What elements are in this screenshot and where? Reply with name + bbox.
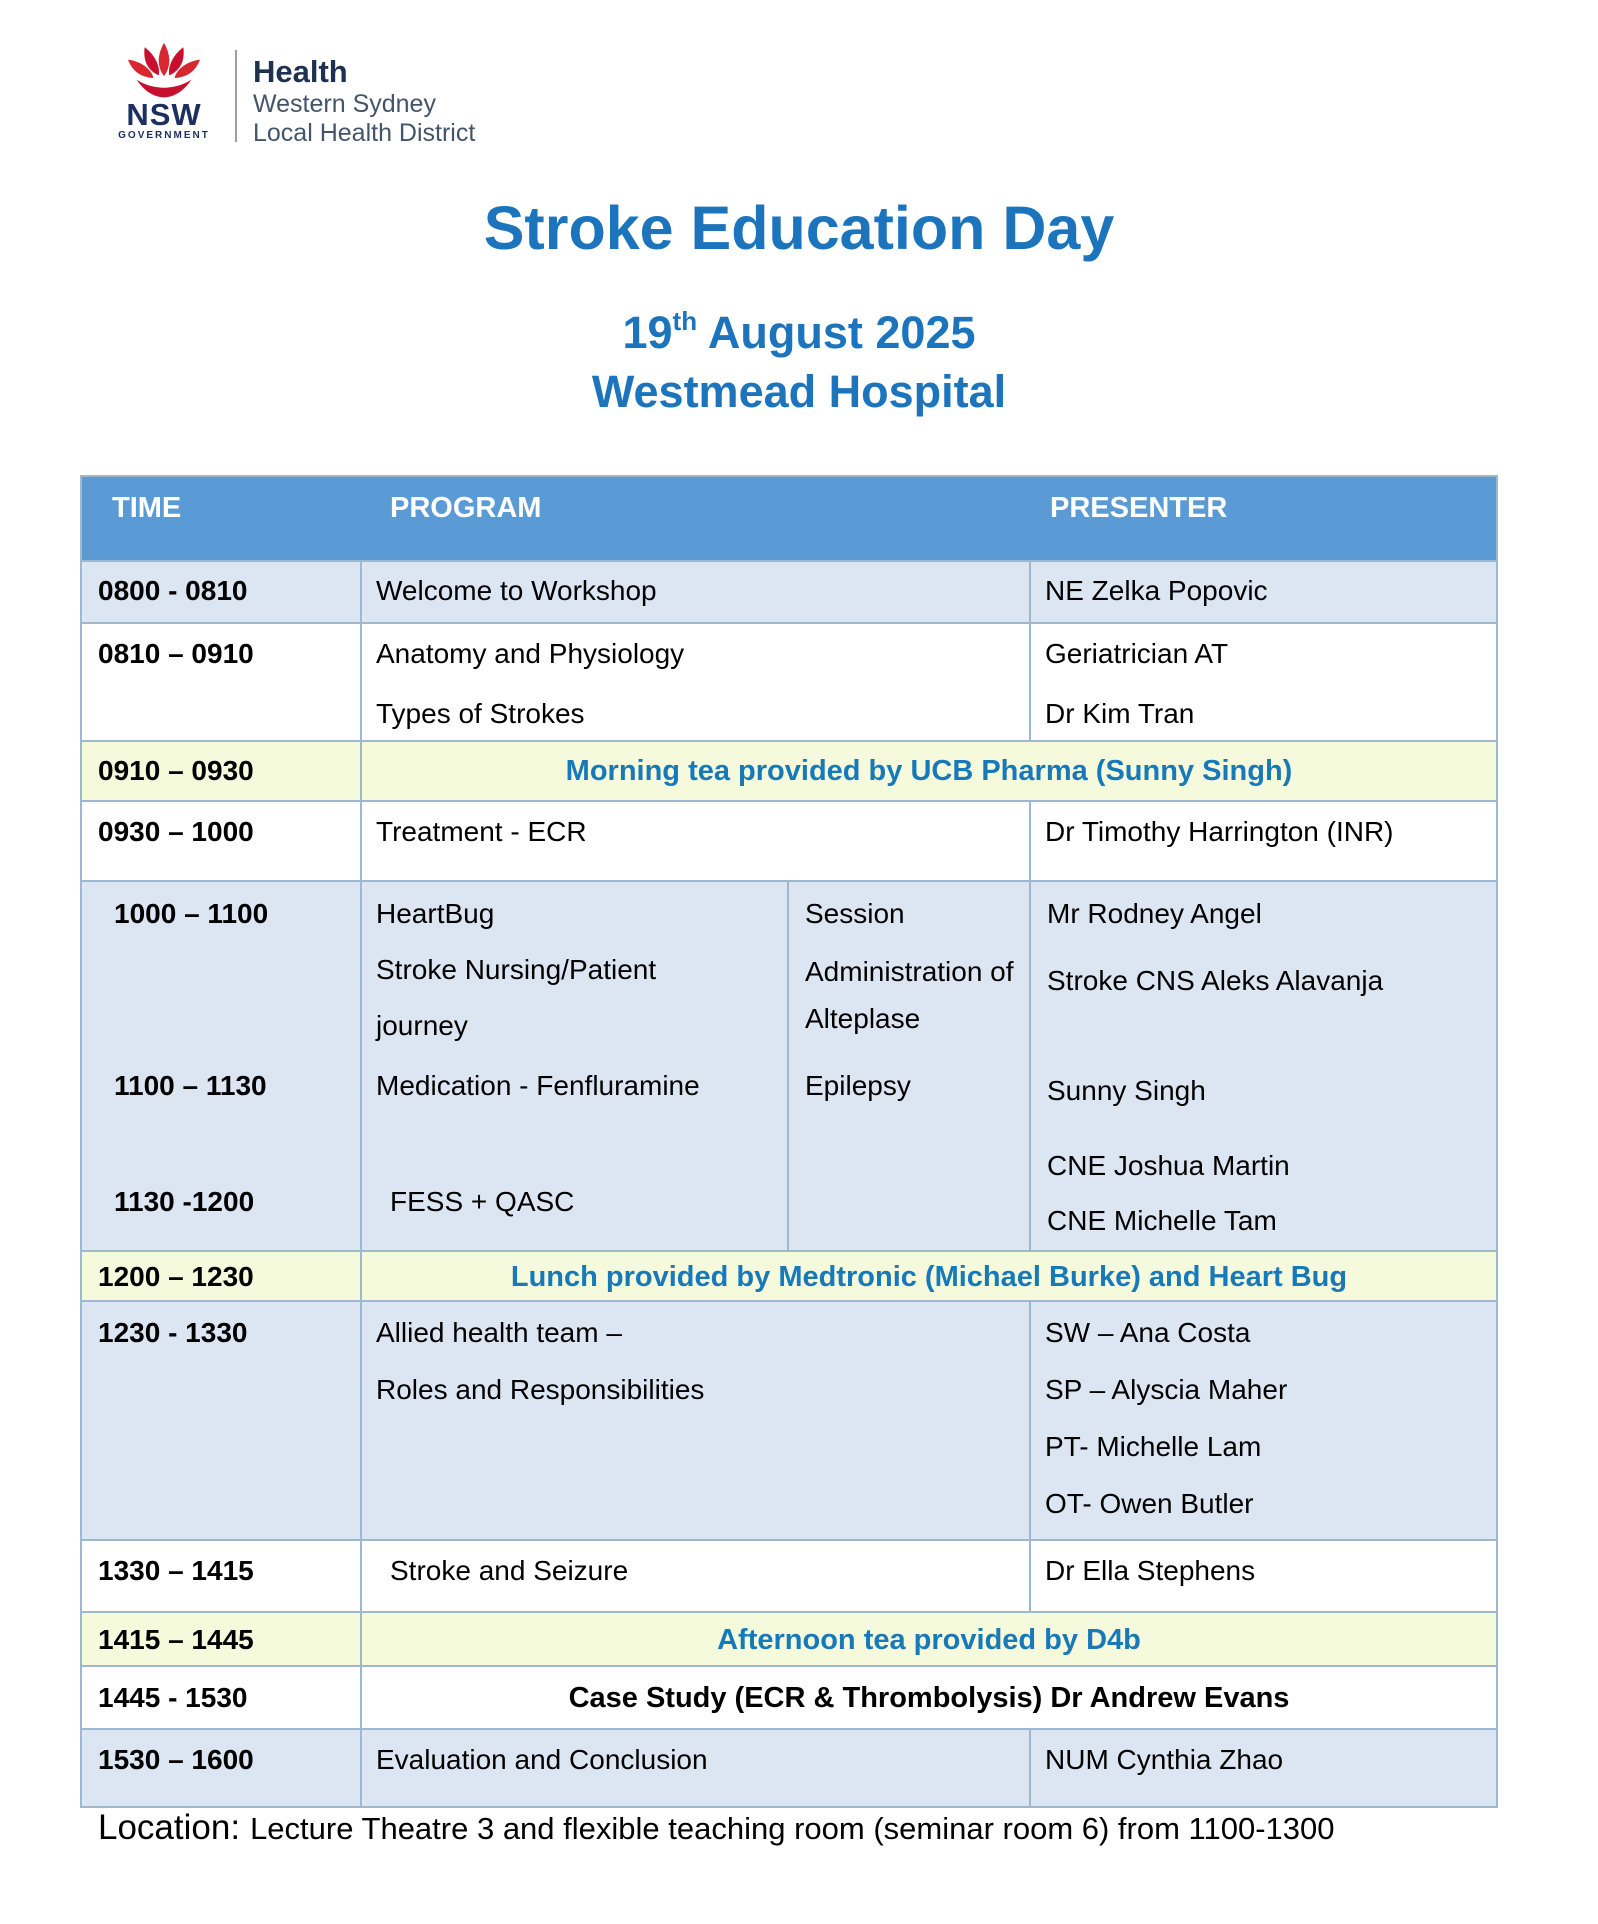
table-row-break — [82, 1611, 1496, 1665]
time-cell: 1330 – 1415 — [98, 1555, 254, 1586]
time-cell: 1200 – 1230 — [98, 1261, 254, 1292]
table-row-sessions — [82, 880, 1496, 1250]
logo-divider — [235, 50, 237, 142]
nsw-government-logo — [105, 42, 223, 148]
program-subcolumn-cell: Session Administration of Alteplase Epilepsy — [787, 882, 1029, 1250]
program-cell: Treatment - ECR — [376, 816, 587, 847]
schedule-table — [80, 475, 1498, 1808]
table-row — [82, 1728, 1496, 1806]
column-header-time: TIME — [112, 492, 182, 524]
break-label: Afternoon tea provided by D4b — [717, 1624, 1141, 1656]
table-header-row — [82, 477, 1496, 560]
table-row — [82, 1300, 1496, 1539]
presenter-cell: NE Zelka Popovic — [1045, 575, 1268, 606]
health-wordmark: Health — [253, 54, 348, 89]
location-value: Lecture Theatre 3 and flexible teaching room (seminar room 6) from 1100-1300 — [250, 1811, 1335, 1846]
table-row — [82, 560, 1496, 622]
presenter-cell: NUM Cynthia Zhao — [1045, 1744, 1284, 1775]
program-cell: Evaluation and Conclusion — [376, 1744, 708, 1775]
time-cell: 0930 – 1000 — [98, 816, 254, 847]
table-row — [82, 800, 1496, 880]
presenter-cell: Geriatrician AT Dr Kim Tran — [1045, 638, 1229, 729]
case-study-label: Case Study (ECR & Thrombolysis) Dr Andrew Evans — [568, 1682, 1290, 1714]
time-cell: 1415 – 1445 — [98, 1624, 254, 1655]
program-cell: HeartBug Stroke Nursing/Patient journey Medication - Fenfluramine FESS + QASC — [360, 882, 787, 1250]
table-row-break — [82, 740, 1496, 800]
nsw-health-logo — [105, 42, 475, 148]
location-label: Location: — [98, 1808, 241, 1847]
presenter-cell: Dr Timothy Harrington (INR) — [1045, 816, 1394, 847]
page-title: Stroke Education Day — [483, 194, 1115, 262]
time-cell: 1445 - 1530 — [98, 1682, 248, 1713]
event-date — [0, 306, 1598, 359]
time-cell: 0800 - 0810 — [98, 575, 248, 606]
date-day: 19 — [622, 307, 673, 358]
district-line-2: Local Health District — [253, 119, 476, 147]
program-cell: Stroke and Seizure — [390, 1555, 629, 1586]
table-row-break — [82, 1250, 1496, 1300]
program-cell: Allied health team – Roles and Responsibilities — [376, 1317, 705, 1405]
date-month-year: August 2025 — [697, 307, 976, 358]
time-cell: 1000 – 1100 1100 – 1130 1130 -1200 — [114, 898, 269, 1217]
health-district-wordmark — [253, 42, 475, 148]
table-row — [82, 1539, 1496, 1611]
district-line-1: Western Sydney — [253, 90, 436, 118]
program-cell: Anatomy and Physiology Types of Strokes — [376, 638, 685, 729]
column-header-program: PROGRAM — [390, 492, 542, 524]
time-cell: 0910 – 0930 — [98, 755, 254, 786]
event-venue: Westmead Hospital — [591, 366, 1007, 417]
table-row — [82, 622, 1496, 740]
date-ordinal-suffix: th — [672, 306, 698, 336]
time-cell: 1530 – 1600 — [98, 1744, 254, 1775]
nsw-logo-text: NSW — [126, 97, 202, 132]
program-cell: Welcome to Workshop — [376, 575, 657, 606]
presenter-cell: Dr Ella Stephens — [1045, 1555, 1256, 1586]
break-label: Lunch provided by Medtronic (Michael Burke) and Heart Bug — [510, 1261, 1348, 1293]
column-header-presenter: PRESENTER — [1050, 492, 1228, 524]
presenter-cell: SW – Ana Costa SP – Alyscia Maher PT- Michelle Lam OT- Owen Butler — [1045, 1317, 1288, 1519]
table-row-case-study — [82, 1665, 1496, 1728]
break-label: Morning tea provided by UCB Pharma (Sunny Singh) — [565, 755, 1293, 787]
time-cell: 0810 – 0910 — [98, 638, 254, 669]
government-logo-text: GOVERNMENT — [118, 130, 210, 141]
time-cell: 1230 - 1330 — [98, 1317, 248, 1348]
nsw-waratah-icon — [123, 42, 205, 100]
presenter-cell: Mr Rodney Angel Stroke CNS Aleks Alavanja Sunny Singh CNE Joshua Martin CNE Michelle Tam — [1029, 882, 1496, 1250]
location-line — [98, 1808, 1335, 1848]
